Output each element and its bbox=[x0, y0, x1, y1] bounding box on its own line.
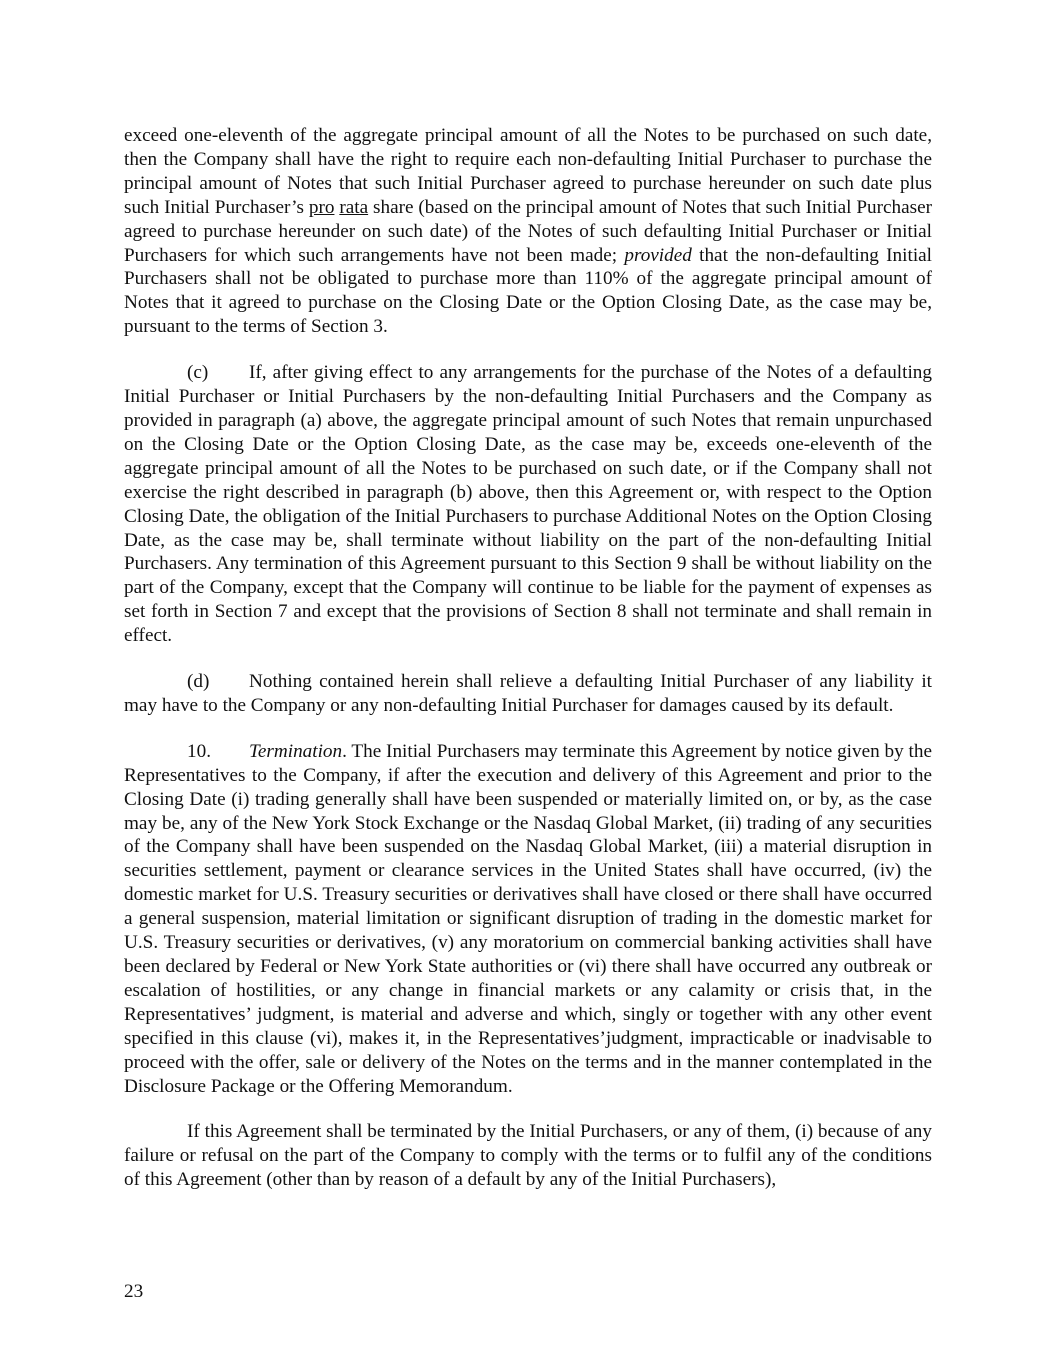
paragraph-text: If, after giving effect to any arrangements for the purchase of the Notes of a defaulting Initial Purchaser or Initial Purchasers by the non-defaulting Initial Purchasers and the Company as provided in paragraph (a) above, the aggregate principal amount of such Notes that remain unpurchased on the Closing Date or the Option Closing Date, as the case may be, exceeds one-eleventh of the aggregate principal amount of all the Notes to be purchased on such date, or if the Company shall not exercise the right described in paragraph (b) above, then this Agreement or, with respect to the Option Closing Date, the obligation of the Initial Purchasers to purchase Additional Notes on the Option Closing Date, as the case may be, shall terminate without liability on the part of the non-defaulting Initial Purchasers. Any termination of this Agreement pursuant to this Section 9 shall be without liability on the part of the Company, except that the Company will continue to be liable for the payment of expenses as set forth in Section 7 and except that the provisions of Section 8 shall not terminate and shall remain in effect. bbox=[124, 362, 932, 647]
section-heading: Termination bbox=[249, 740, 343, 762]
paragraph-text: Nothing contained herein shall relieve a defaulting Initial Purchaser of any liability it may have to the Company or any non-defaulting Initial Purchaser for damages caused by its default. bbox=[124, 671, 932, 716]
paragraph-label: (d) bbox=[187, 671, 210, 693]
underlined-term-rata: rata bbox=[339, 196, 369, 218]
paragraph-d bbox=[124, 670, 932, 718]
paragraph-text: If this Agreement shall be terminated by the Initial Purchasers, or any of them, (i) because of any failure or refusal on the part of the Company to comply with the terms or to fulfil any of the conditions of this Agreement (other than by reason of a default by any of the Initial Purchasers), bbox=[124, 1121, 932, 1191]
page-number: 23 bbox=[124, 1281, 144, 1302]
paragraph-text: share (based on the principal amount of Notes that such Initial Purchaser agreed to purchase hereunder on such date) of the Notes of such defaulting Initial Purchaser or Initial Purchasers for which such arrangements have not been made; bbox=[124, 196, 932, 266]
section-10-termination bbox=[124, 740, 932, 1099]
paragraph-text: exceed one-eleventh of the aggregate principal amount of all the Notes to be purchased on such date, then the Company shall have the right to require each non-defaulting Initial Purchaser to purchase the principal amount of Notes that such Initial Purchaser agreed to purchase hereunder on such date plus such Initial Purchaser’s bbox=[124, 125, 932, 218]
italic-term-provided: provided bbox=[624, 244, 692, 266]
paragraph-text: that the non-defaulting Initial Purchasers shall not be obligated to purchase more than 110% of the aggregate principal amount of Notes that it agreed to purchase on the Closing Date or the Option Closing Date, as the case may be, pursuant to the terms of Section 3. bbox=[124, 244, 932, 338]
paragraph-termination-consequences bbox=[124, 1120, 932, 1192]
paragraph-label: (c) bbox=[187, 362, 209, 384]
paragraph-c bbox=[124, 361, 932, 648]
paragraph-b-continuation bbox=[124, 124, 932, 339]
underlined-term-pro: pro bbox=[308, 196, 335, 218]
document-page bbox=[124, 124, 932, 1214]
paragraph-text: . The Initial Purchasers may terminate this Agreement by notice given by the Representatives to the Company, if after the execution and delivery of this Agreement and prior to the Closing Date (i) trading generally shall have been suspended or materially limited on, or by, as the case may be, any of the New York Stock Exchange or the Nasdaq Global Market, (ii) trading of any securities of the Company shall have been suspended on the Nasdaq Global Market, (iii) a material disruption in securities settlement, payment or clearance services in the United States shall have occurred, (iv) the domestic market for U.S. Treasury securities or derivatives shall have closed or there shall have occurred a general suspension, material limitation or significant disruption of trading in the domestic market for U.S. Treasury securities or derivatives, (v) any moratorium on commercial banking activities shall have been declared by Federal or New York State authorities or (vi) there shall have occurred any outbreak or escalation of hostilities, or any change in financial markets or any calamity or crisis that, in the Representatives’ judgment, is material and adverse and which, singly or together with any other event specified in this clause (vi), makes it, in the Representatives’judgment, impracticable or inadvisable to proceed with the offer, sale or delivery of the Notes on the terms and in the manner contemplated in the Disclosure Package or the Offering Memorandum. bbox=[124, 740, 932, 1097]
section-number: 10. bbox=[187, 740, 211, 762]
